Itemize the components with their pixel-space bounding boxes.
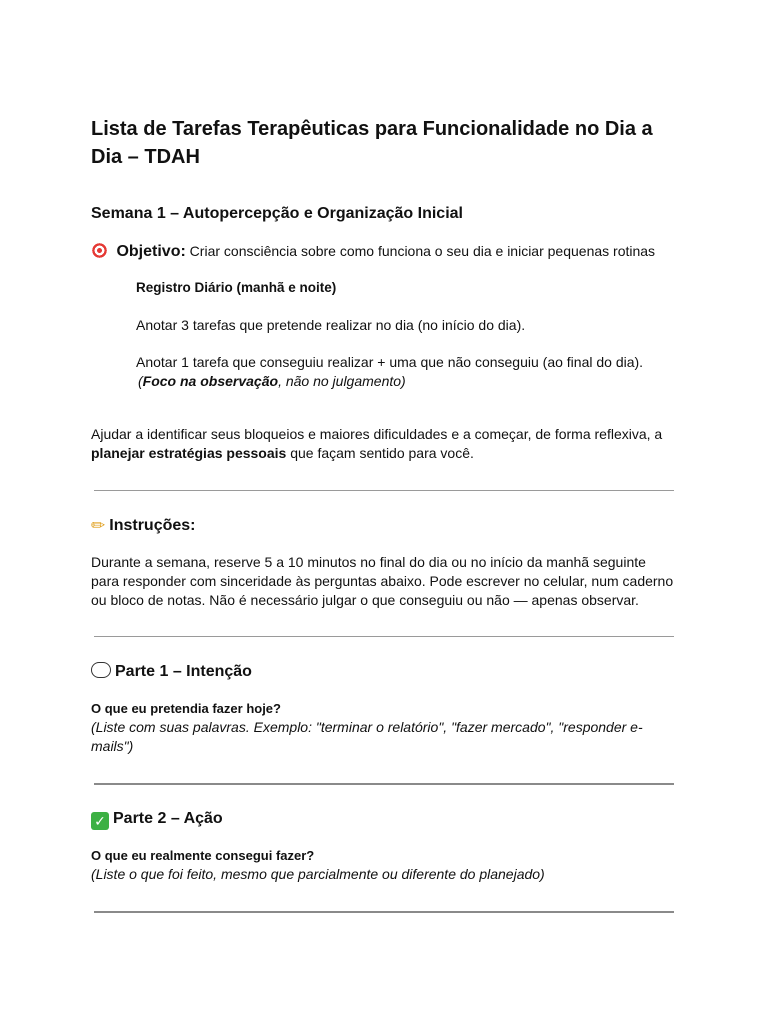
part-2-hint: (Liste o que foi feito, mesmo que parcialmente ou diferente do planejado)	[91, 866, 545, 882]
part-2-heading-text: Parte 2 – Ação	[113, 810, 223, 827]
thought-bubble-icon	[91, 662, 111, 678]
part-1-question: O que eu pretendia fazer hoje?	[91, 701, 281, 716]
document-title: Lista de Tarefas Terapêuticas para Funcionalidade no Dia a Dia – TDAH	[91, 118, 653, 168]
help-text-bold: planejar estratégias pessoais	[91, 445, 287, 461]
target-icon	[91, 242, 108, 259]
check-mark-icon: ✓	[91, 812, 109, 830]
part-1-heading-text: Parte 1 – Intenção	[115, 663, 252, 680]
part-1-heading	[91, 661, 252, 683]
help-text-before: Ajudar a identificar seus bloqueios e maiores dificuldades e a começar, de forma reflexiva, a	[91, 426, 663, 442]
daily-log-task-2: Anotar 1 tarefa que conseguiu realizar + uma que não conseguiu (ao final do dia).	[136, 354, 644, 370]
note-rest: , não no julgamento)	[278, 373, 406, 389]
part-2-question: O que eu realmente consegui fazer?	[91, 848, 315, 863]
daily-log-note	[138, 372, 696, 391]
pencil-icon: ✏	[91, 516, 106, 535]
objective-text: Criar consciência sobre como funciona o seu dia e iniciar pequenas rotinas	[185, 243, 656, 259]
answer-line-part-1[interactable]	[94, 783, 674, 785]
daily-log-task-2-block	[136, 353, 696, 391]
instructions-heading	[91, 515, 196, 537]
objective-label: Objetivo:	[116, 243, 186, 260]
part-1-hint: (Liste com suas palavras. Exemplo: "terminar o relatório", "fazer mercado", "responder e-mails")	[91, 719, 643, 754]
instructions-text: Durante a semana, reserve 5 a 10 minutos no final do dia ou no início da manhã seguinte para responder com sinceridade às perguntas abaixo. Pode escrever no celular, num caderno ou bloco de notas. Não é necessário julgar o que conseguiu ou não — apenas observar.	[91, 554, 674, 608]
divider	[94, 636, 674, 637]
objective-line	[91, 240, 711, 263]
week-heading: Semana 1 – Autopercepção e Organização Inicial	[91, 205, 463, 222]
part-2-heading	[91, 808, 223, 830]
daily-log-task-1: Anotar 3 tarefas que pretende realizar no dia (no início do dia).	[136, 317, 526, 333]
instructions-heading-text: Instruções:	[109, 517, 196, 534]
help-paragraph	[91, 425, 671, 463]
note-open: (	[138, 373, 143, 389]
daily-log-title: Registro Diário (manhã e noite)	[136, 280, 337, 295]
help-text-after: que façam sentido para você.	[286, 445, 474, 461]
answer-line-part-2[interactable]	[94, 911, 674, 913]
divider	[94, 490, 674, 491]
note-bold: Foco na observação	[142, 373, 279, 389]
